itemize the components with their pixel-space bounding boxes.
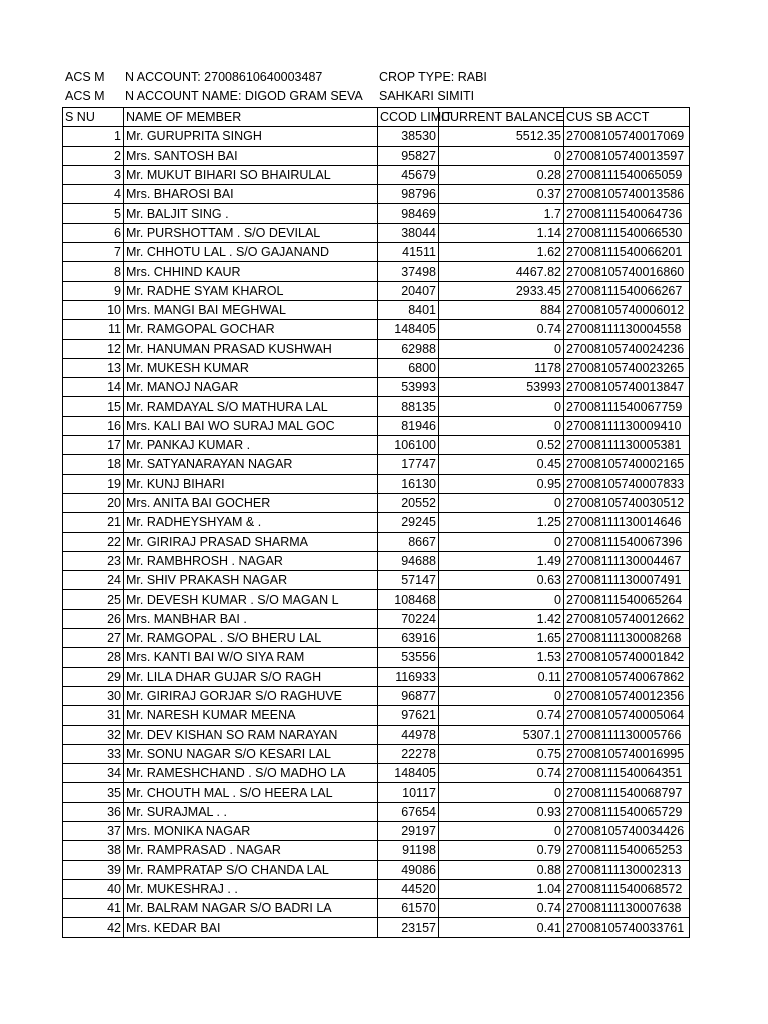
current-balance-cell: 0.88 <box>439 860 564 879</box>
sb-account-cell: 27008105740005064 <box>564 706 690 725</box>
sb-account-cell: 27008111540065059 <box>564 165 690 184</box>
ccod-limit-cell: 8667 <box>378 532 439 551</box>
serial-number-cell: 1 <box>63 127 124 146</box>
sb-account-cell: 27008111130002313 <box>564 860 690 879</box>
ccod-limit-cell: 29197 <box>378 821 439 840</box>
serial-number-cell: 24 <box>63 571 124 590</box>
member-name-cell: Mr. CHHOTU LAL . S/O GAJANAND <box>124 243 378 262</box>
sb-account-cell: 27008111540068797 <box>564 783 690 802</box>
sb-account-cell: 27008111130007638 <box>564 899 690 918</box>
table-body <box>63 127 690 937</box>
serial-number-cell: 3 <box>63 165 124 184</box>
table-row <box>63 590 690 609</box>
current-balance-cell: 0.79 <box>439 841 564 860</box>
ccod-limit-cell: 23157 <box>378 918 439 937</box>
table-row <box>63 609 690 628</box>
serial-number-cell: 9 <box>63 281 124 300</box>
table-row <box>63 397 690 416</box>
header-acs-label-2: ACS M <box>65 89 105 104</box>
member-name-cell: Mr. RAMDAYAL S/O MATHURA LAL <box>124 397 378 416</box>
current-balance-cell: 1.04 <box>439 879 564 898</box>
ccod-limit-cell: 38530 <box>378 127 439 146</box>
sb-account-cell: 27008105740013586 <box>564 185 690 204</box>
serial-number-cell: 27 <box>63 629 124 648</box>
ccod-limit-cell: 81946 <box>378 416 439 435</box>
table-row <box>63 513 690 532</box>
sb-account-cell: 27008105740030512 <box>564 493 690 512</box>
table-row <box>63 436 690 455</box>
sb-account-cell: 27008105740016995 <box>564 744 690 763</box>
ccod-limit-cell: 116933 <box>378 667 439 686</box>
ccod-limit-cell: 98469 <box>378 204 439 223</box>
table-row <box>63 204 690 223</box>
member-name-cell: Mr. LILA DHAR GUJAR S/O RAGH <box>124 667 378 686</box>
member-name-cell: Mr. HANUMAN PRASAD KUSHWAH <box>124 339 378 358</box>
table-row <box>63 783 690 802</box>
serial-number-cell: 38 <box>63 841 124 860</box>
table-row <box>63 706 690 725</box>
member-name-cell: Mrs. MANBHAR BAI . <box>124 609 378 628</box>
current-balance-cell: 0 <box>439 686 564 705</box>
serial-number-cell: 10 <box>63 300 124 319</box>
serial-number-cell: 15 <box>63 397 124 416</box>
current-balance-cell: 0.37 <box>439 185 564 204</box>
member-name-cell: Mr. RAMESHCHAND . S/O MADHO LA <box>124 764 378 783</box>
table-row <box>63 455 690 474</box>
serial-number-cell: 30 <box>63 686 124 705</box>
current-balance-cell: 1.65 <box>439 629 564 648</box>
member-name-cell: Mr. PANKAJ KUMAR . <box>124 436 378 455</box>
current-balance-cell: 53993 <box>439 378 564 397</box>
serial-number-cell: 39 <box>63 860 124 879</box>
sb-account-cell: 27008111130009410 <box>564 416 690 435</box>
ccod-limit-cell: 108468 <box>378 590 439 609</box>
member-name-cell: Mrs. MONIKA NAGAR <box>124 821 378 840</box>
sb-account-cell: 27008111130004467 <box>564 551 690 570</box>
sb-account-cell: 27008105740034426 <box>564 821 690 840</box>
serial-number-cell: 26 <box>63 609 124 628</box>
sb-account-cell: 27008111130004558 <box>564 320 690 339</box>
serial-number-cell: 33 <box>63 744 124 763</box>
table-row <box>63 474 690 493</box>
sb-account-cell: 27008105740012356 <box>564 686 690 705</box>
member-name-cell: Mr. MANOJ NAGAR <box>124 378 378 397</box>
ccod-limit-cell: 94688 <box>378 551 439 570</box>
sb-account-cell: 27008105740017069 <box>564 127 690 146</box>
ccod-limit-cell: 98796 <box>378 185 439 204</box>
current-balance-cell: 1.49 <box>439 551 564 570</box>
ccod-limit-cell: 41511 <box>378 243 439 262</box>
sb-account-cell: 27008111130007491 <box>564 571 690 590</box>
member-name-cell: Mr. RADHE SYAM KHAROL <box>124 281 378 300</box>
ccod-limit-cell: 49086 <box>378 860 439 879</box>
table-row <box>63 493 690 512</box>
current-balance-cell: 0 <box>439 397 564 416</box>
member-name-cell: Mrs. KEDAR BAI <box>124 918 378 937</box>
ccod-limit-cell: 70224 <box>378 609 439 628</box>
table-row <box>63 571 690 590</box>
table-row <box>63 899 690 918</box>
member-name-cell: Mr. RADHEYSHYAM & . <box>124 513 378 532</box>
member-name-cell: Mr. SATYANARAYAN NAGAR <box>124 455 378 474</box>
table-row <box>63 764 690 783</box>
current-balance-cell: 4467.82 <box>439 262 564 281</box>
serial-number-cell: 31 <box>63 706 124 725</box>
sb-account-cell: 27008111540067759 <box>564 397 690 416</box>
member-name-cell: Mr. MUKUT BIHARI SO BHAIRULAL <box>124 165 378 184</box>
crop-type: CROP TYPE: RABI <box>379 70 487 84</box>
member-name-cell: Mr. RAMPRATAP S/O CHANDA LAL <box>124 860 378 879</box>
header-line-2 <box>0 87 768 106</box>
serial-number-cell: 8 <box>63 262 124 281</box>
member-name-cell: Mr. MUKESHRAJ . . <box>124 879 378 898</box>
sb-account-cell: 27008105740013847 <box>564 378 690 397</box>
table-row <box>63 146 690 165</box>
serial-number-cell: 20 <box>63 493 124 512</box>
member-name-cell: Mr. BALJIT SING . <box>124 204 378 223</box>
ccod-limit-cell: 88135 <box>378 397 439 416</box>
table-row <box>63 320 690 339</box>
sb-account-cell: 27008105740002165 <box>564 455 690 474</box>
current-balance-cell: 1.14 <box>439 223 564 242</box>
sb-account-cell: 27008111130005766 <box>564 725 690 744</box>
ccod-limit-cell: 148405 <box>378 764 439 783</box>
current-balance-cell: 0 <box>439 339 564 358</box>
loan-account-name: N ACCOUNT NAME: DIGOD GRAM SEVA <box>125 89 363 104</box>
member-name-cell: Mr. GURUPRITA SINGH <box>124 127 378 146</box>
member-name-cell: Mr. CHOUTH MAL . S/O HEERA LAL <box>124 783 378 802</box>
current-balance-cell: 0.74 <box>439 764 564 783</box>
table-row <box>63 165 690 184</box>
member-name-cell: Mr. RAMPRASAD . NAGAR <box>124 841 378 860</box>
ccod-limit-cell: 6800 <box>378 358 439 377</box>
table-row <box>63 667 690 686</box>
current-balance-cell: 0.52 <box>439 436 564 455</box>
sb-account-cell: 27008111540065729 <box>564 802 690 821</box>
table-row <box>63 358 690 377</box>
serial-number-cell: 29 <box>63 667 124 686</box>
header-line-1 <box>0 68 768 87</box>
serial-number-cell: 13 <box>63 358 124 377</box>
current-balance-cell: 0 <box>439 146 564 165</box>
table-row <box>63 300 690 319</box>
member-name-cell: Mr. NARESH KUMAR MEENA <box>124 706 378 725</box>
table-row <box>63 127 690 146</box>
member-name-cell: Mrs. KANTI BAI W/O SIYA RAM <box>124 648 378 667</box>
column-header-ccod-limit: CCOD LIMIT <box>378 108 439 127</box>
ccod-limit-cell: 17747 <box>378 455 439 474</box>
ccod-limit-cell: 53556 <box>378 648 439 667</box>
table-row <box>63 841 690 860</box>
sb-account-cell: 27008111540064351 <box>564 764 690 783</box>
sb-account-cell: 27008105740012662 <box>564 609 690 628</box>
sb-account-cell: 27008105740001842 <box>564 648 690 667</box>
current-balance-cell: 0.74 <box>439 320 564 339</box>
serial-number-cell: 34 <box>63 764 124 783</box>
member-name-cell: Mr. DEVESH KUMAR . S/O MAGAN L <box>124 590 378 609</box>
sb-account-cell: 27008105740007833 <box>564 474 690 493</box>
serial-number-cell: 17 <box>63 436 124 455</box>
member-name-cell: Mrs. BHAROSI BAI <box>124 185 378 204</box>
current-balance-cell: 1.53 <box>439 648 564 667</box>
current-balance-cell: 0.41 <box>439 918 564 937</box>
ccod-limit-cell: 29245 <box>378 513 439 532</box>
serial-number-cell: 4 <box>63 185 124 204</box>
ccod-limit-cell: 44520 <box>378 879 439 898</box>
serial-number-cell: 37 <box>63 821 124 840</box>
ccod-limit-cell: 53993 <box>378 378 439 397</box>
current-balance-cell: 1.7 <box>439 204 564 223</box>
table-row <box>63 223 690 242</box>
ccod-limit-cell: 45679 <box>378 165 439 184</box>
ccod-limit-cell: 62988 <box>378 339 439 358</box>
serial-number-cell: 21 <box>63 513 124 532</box>
sb-account-cell: 27008105740016860 <box>564 262 690 281</box>
column-header-serial: S NU <box>63 108 124 127</box>
current-balance-cell: 0 <box>439 493 564 512</box>
sb-account-cell: 27008105740006012 <box>564 300 690 319</box>
sb-account-cell: 27008105740067862 <box>564 667 690 686</box>
ccod-limit-cell: 8401 <box>378 300 439 319</box>
serial-number-cell: 25 <box>63 590 124 609</box>
column-header-sb-account: CUS SB ACCT <box>564 108 690 127</box>
document-header <box>0 68 768 107</box>
column-header-name: NAME OF MEMBER <box>124 108 378 127</box>
sb-account-cell: 27008111130014646 <box>564 513 690 532</box>
ccod-limit-cell: 57147 <box>378 571 439 590</box>
sb-account-cell: 27008111540065253 <box>564 841 690 860</box>
ccod-limit-cell: 63916 <box>378 629 439 648</box>
current-balance-cell: 0.28 <box>439 165 564 184</box>
serial-number-cell: 23 <box>63 551 124 570</box>
current-balance-cell: 0.74 <box>439 706 564 725</box>
member-name-cell: Mr. RAMGOPAL . S/O BHERU LAL <box>124 629 378 648</box>
ccod-limit-cell: 148405 <box>378 320 439 339</box>
current-balance-cell: 1.62 <box>439 243 564 262</box>
member-name-cell: Mrs. KALI BAI WO SURAJ MAL GOC <box>124 416 378 435</box>
sb-account-cell: 27008111130008268 <box>564 629 690 648</box>
member-name-cell: Mr. MUKESH KUMAR <box>124 358 378 377</box>
current-balance-cell: 1.42 <box>439 609 564 628</box>
serial-number-cell: 6 <box>63 223 124 242</box>
ccod-limit-cell: 44978 <box>378 725 439 744</box>
table-row <box>63 918 690 937</box>
table-row <box>63 648 690 667</box>
member-name-cell: Mr. SONU NAGAR S/O KESARI LAL <box>124 744 378 763</box>
serial-number-cell: 22 <box>63 532 124 551</box>
serial-number-cell: 12 <box>63 339 124 358</box>
member-name-cell: Mr. PURSHOTTAM . S/O DEVILAL <box>124 223 378 242</box>
serial-number-cell: 28 <box>63 648 124 667</box>
serial-number-cell: 14 <box>63 378 124 397</box>
serial-number-cell: 40 <box>63 879 124 898</box>
member-name-cell: Mrs. MANGI BAI MEGHWAL <box>124 300 378 319</box>
current-balance-cell: 884 <box>439 300 564 319</box>
serial-number-cell: 5 <box>63 204 124 223</box>
members-table <box>62 107 690 938</box>
ccod-limit-cell: 16130 <box>378 474 439 493</box>
table-row <box>63 860 690 879</box>
table-row <box>63 416 690 435</box>
ccod-limit-cell: 20552 <box>378 493 439 512</box>
current-balance-cell: 2933.45 <box>439 281 564 300</box>
ccod-limit-cell: 97621 <box>378 706 439 725</box>
current-balance-cell: 0 <box>439 590 564 609</box>
sb-account-cell: 27008111540067396 <box>564 532 690 551</box>
serial-number-cell: 19 <box>63 474 124 493</box>
table-row <box>63 339 690 358</box>
current-balance-cell: 0.93 <box>439 802 564 821</box>
ccod-limit-cell: 10117 <box>378 783 439 802</box>
ccod-limit-cell: 95827 <box>378 146 439 165</box>
serial-number-cell: 16 <box>63 416 124 435</box>
ccod-limit-cell: 22278 <box>378 744 439 763</box>
current-balance-cell: 0.11 <box>439 667 564 686</box>
serial-number-cell: 42 <box>63 918 124 937</box>
table-row <box>63 629 690 648</box>
table-row <box>63 686 690 705</box>
ccod-limit-cell: 61570 <box>378 899 439 918</box>
sb-account-cell: 27008105740033761 <box>564 918 690 937</box>
member-name-cell: Mrs. SANTOSH BAI <box>124 146 378 165</box>
current-balance-cell: 0 <box>439 821 564 840</box>
loan-account-name-continued: SAHKARI SIMITI <box>379 89 475 104</box>
current-balance-cell: 0.75 <box>439 744 564 763</box>
table-row <box>63 262 690 281</box>
current-balance-cell: 0.95 <box>439 474 564 493</box>
member-name-cell: Mr. SURAJMAL . . <box>124 802 378 821</box>
member-name-cell: Mrs. CHHIND KAUR <box>124 262 378 281</box>
sb-account-cell: 27008111130005381 <box>564 436 690 455</box>
sb-account-cell: 27008105740013597 <box>564 146 690 165</box>
table-row <box>63 744 690 763</box>
current-balance-cell: 0 <box>439 416 564 435</box>
table-row <box>63 243 690 262</box>
table-row <box>63 281 690 300</box>
sb-account-cell: 27008105740024236 <box>564 339 690 358</box>
member-name-cell: Mrs. ANITA BAI GOCHER <box>124 493 378 512</box>
member-name-cell: Mr. GIRIRAJ PRASAD SHARMA <box>124 532 378 551</box>
member-name-cell: Mr. DEV KISHAN SO RAM NARAYAN <box>124 725 378 744</box>
table-row <box>63 378 690 397</box>
current-balance-cell: 1178 <box>439 358 564 377</box>
sb-account-cell: 27008111540066530 <box>564 223 690 242</box>
sb-account-cell: 27008111540065264 <box>564 590 690 609</box>
serial-number-cell: 41 <box>63 899 124 918</box>
serial-number-cell: 7 <box>63 243 124 262</box>
table-row <box>63 551 690 570</box>
member-name-cell: Mr. GIRIRAJ GORJAR S/O RAGHUVE <box>124 686 378 705</box>
current-balance-cell: 5512.35 <box>439 127 564 146</box>
ccod-limit-cell: 96877 <box>378 686 439 705</box>
sb-account-cell: 27008111540064736 <box>564 204 690 223</box>
sb-account-cell: 27008105740023265 <box>564 358 690 377</box>
current-balance-cell: 0 <box>439 532 564 551</box>
table-header-row <box>63 108 690 127</box>
serial-number-cell: 18 <box>63 455 124 474</box>
table-row <box>63 802 690 821</box>
ccod-limit-cell: 38044 <box>378 223 439 242</box>
sb-account-cell: 27008111540068572 <box>564 879 690 898</box>
member-name-cell: Mr. RAMBHROSH . NAGAR <box>124 551 378 570</box>
current-balance-cell: 0.63 <box>439 571 564 590</box>
member-name-cell: Mr. RAMGOPAL GOCHAR <box>124 320 378 339</box>
serial-number-cell: 32 <box>63 725 124 744</box>
loan-account-number: N ACCOUNT: 27008610640003487 <box>125 70 323 84</box>
serial-number-cell: 35 <box>63 783 124 802</box>
serial-number-cell: 36 <box>63 802 124 821</box>
column-header-current-balance: CURRENT BALANCE <box>439 108 564 127</box>
table-row <box>63 725 690 744</box>
ccod-limit-cell: 67654 <box>378 802 439 821</box>
table-row <box>63 879 690 898</box>
table-row <box>63 532 690 551</box>
current-balance-cell: 0 <box>439 783 564 802</box>
ccod-limit-cell: 91198 <box>378 841 439 860</box>
member-name-cell: Mr. BALRAM NAGAR S/O BADRI LA <box>124 899 378 918</box>
header-acs-label-1: ACS M <box>65 70 105 84</box>
member-name-cell: Mr. KUNJ BIHARI <box>124 474 378 493</box>
ccod-limit-cell: 106100 <box>378 436 439 455</box>
table-row <box>63 821 690 840</box>
current-balance-cell: 0.74 <box>439 899 564 918</box>
sb-account-cell: 27008111540066267 <box>564 281 690 300</box>
serial-number-cell: 11 <box>63 320 124 339</box>
serial-number-cell: 2 <box>63 146 124 165</box>
ccod-limit-cell: 37498 <box>378 262 439 281</box>
table-row <box>63 185 690 204</box>
ccod-limit-cell: 20407 <box>378 281 439 300</box>
member-name-cell: Mr. SHIV PRAKASH NAGAR <box>124 571 378 590</box>
sb-account-cell: 27008111540066201 <box>564 243 690 262</box>
current-balance-cell: 0.45 <box>439 455 564 474</box>
current-balance-cell: 5307.1 <box>439 725 564 744</box>
current-balance-cell: 1.25 <box>439 513 564 532</box>
